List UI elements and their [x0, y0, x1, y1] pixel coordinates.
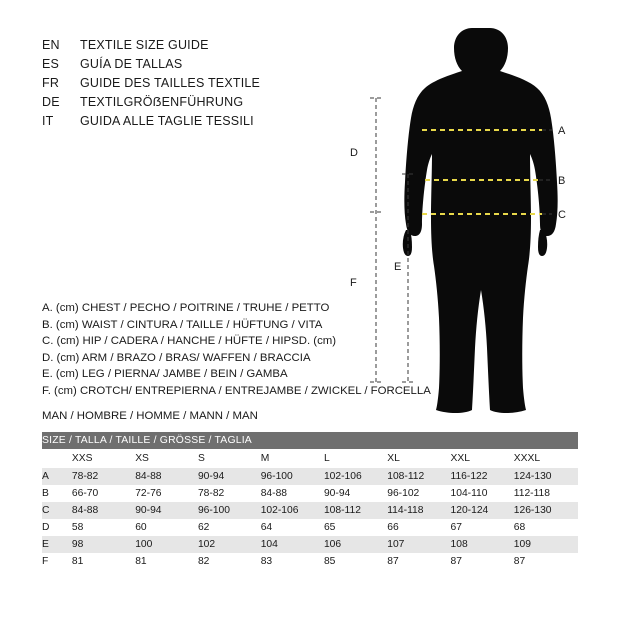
- col-head-blank: [42, 449, 72, 468]
- label-d: D: [350, 147, 358, 159]
- cell-f-m: 83: [261, 553, 324, 570]
- cell-e-xxxl: 109: [514, 536, 578, 553]
- cell-a-xxxl: 124-130: [514, 468, 578, 485]
- cell-f-s: 82: [198, 553, 261, 570]
- col-head-xxs: XXS: [72, 449, 135, 468]
- legend-item-f: F. (cm) CROTCH/ ENTREPIERNA / ENTREJAMBE / ZWICKEL / FORCELLA: [42, 384, 431, 397]
- cell-c-s: 96-100: [198, 502, 261, 519]
- row-label-e: E: [42, 536, 72, 553]
- language-code-fr: FR: [42, 76, 60, 90]
- row-label-b: B: [42, 485, 72, 502]
- language-title-de: TEXTILGRÖẞENFÜHRUNG: [80, 95, 244, 109]
- cell-c-m: 102-106: [261, 502, 324, 519]
- col-head-xxl: XXL: [450, 449, 513, 468]
- cell-b-xl: 96-102: [387, 485, 450, 502]
- table-row: [42, 502, 578, 519]
- table-row: [42, 485, 578, 502]
- legend-item-d: D. (cm) ARM / BRAZO / BRAS/ WAFFEN / BRACCIA: [42, 351, 311, 364]
- cell-b-s: 78-82: [198, 485, 261, 502]
- cell-f-xl: 87: [387, 553, 450, 570]
- cell-a-xl: 108-112: [387, 468, 450, 485]
- legend-item-b: B. (cm) WAIST / CINTURA / TAILLE / HÜFTUNG / VITA: [42, 318, 323, 331]
- cell-e-s: 102: [198, 536, 261, 553]
- cell-b-xxxl: 112-118: [514, 485, 578, 502]
- cell-b-xxs: 66-70: [72, 485, 135, 502]
- cell-c-xl: 114-118: [387, 502, 450, 519]
- col-head-xs: XS: [135, 449, 198, 468]
- cell-d-xs: 60: [135, 519, 198, 536]
- cell-a-xxl: 116-122: [450, 468, 513, 485]
- dimension-d: [370, 98, 382, 382]
- legend-item-c: C. (cm) HIP / CADERA / HANCHE / HÜFTE / HIPSD. (cm): [42, 335, 337, 348]
- legend-item-a: A. (cm) CHEST / PECHO / POITRINE / TRUHE / PETTO: [42, 302, 330, 314]
- row-label-f: F: [42, 553, 72, 570]
- cell-a-xs: 84-88: [135, 468, 198, 485]
- col-head-s: S: [198, 449, 261, 468]
- table-row: [42, 468, 578, 485]
- cell-a-m: 96-100: [261, 468, 324, 485]
- cell-b-xs: 72-76: [135, 485, 198, 502]
- cell-d-xxs: 58: [72, 519, 135, 536]
- cell-c-l: 108-112: [324, 502, 387, 519]
- cell-b-xxl: 104-110: [450, 485, 513, 502]
- cell-d-xl: 66: [387, 519, 450, 536]
- cell-e-xs: 100: [135, 536, 198, 553]
- cell-e-xxs: 98: [72, 536, 135, 553]
- cell-a-l: 102-106: [324, 468, 387, 485]
- col-head-m: M: [261, 449, 324, 468]
- language-code-it: IT: [42, 114, 54, 128]
- cell-f-xxs: 81: [72, 553, 135, 570]
- table-title-row: [42, 432, 578, 449]
- cell-d-xxl: 67: [450, 519, 513, 536]
- cell-a-xxs: 78-82: [72, 468, 135, 485]
- language-code-de: DE: [42, 95, 60, 109]
- cell-f-xs: 81: [135, 553, 198, 570]
- cell-c-xxl: 120-124: [450, 502, 513, 519]
- cell-c-xs: 90-94: [135, 502, 198, 519]
- language-title-es: GUÍA DE TALLAS: [80, 57, 183, 71]
- cell-f-xxl: 87: [450, 553, 513, 570]
- table-header-row: [42, 449, 578, 468]
- size-table: [42, 432, 578, 570]
- cell-d-m: 64: [261, 519, 324, 536]
- col-head-xl: XL: [387, 449, 450, 468]
- table-title: SIZE / TALLA / TAILLE / GRÖSSE / TAGLIA: [42, 432, 578, 449]
- cell-c-xxs: 84-88: [72, 502, 135, 519]
- cell-b-m: 84-88: [261, 485, 324, 502]
- row-label-d: D: [42, 519, 72, 536]
- label-f: F: [350, 277, 357, 289]
- row-label-a: A: [42, 468, 72, 485]
- table-row: [42, 519, 578, 536]
- language-title-it: GUIDA ALLE TAGLIE TESSILI: [80, 114, 254, 128]
- row-label-c: C: [42, 502, 72, 519]
- cell-d-xxxl: 68: [514, 519, 578, 536]
- legend-item-e: E. (cm) LEG / PIERNA/ JAMBE / BEIN / GAMBA: [42, 368, 288, 381]
- table-row: [42, 536, 578, 553]
- legend-gender-note: MAN / HOMBRE / HOMME / MANN / MAN: [42, 410, 258, 422]
- size-table-wrap: [42, 432, 578, 570]
- language-code-en: EN: [42, 38, 60, 52]
- mannequin-figure: [330, 22, 610, 422]
- col-head-l: L: [324, 449, 387, 468]
- cell-c-xxxl: 126-130: [514, 502, 578, 519]
- cell-a-s: 90-94: [198, 468, 261, 485]
- cell-d-l: 65: [324, 519, 387, 536]
- label-a: A: [558, 125, 566, 137]
- cell-e-m: 104: [261, 536, 324, 553]
- label-b: B: [558, 175, 566, 187]
- language-code-es: ES: [42, 57, 60, 71]
- cell-b-l: 90-94: [324, 485, 387, 502]
- label-c: C: [558, 209, 566, 221]
- cell-e-xxl: 108: [450, 536, 513, 553]
- cell-d-s: 62: [198, 519, 261, 536]
- table-row: [42, 553, 578, 570]
- cell-f-l: 85: [324, 553, 387, 570]
- language-title-fr: GUIDE DES TAILLES TEXTILE: [80, 76, 261, 90]
- cell-e-xl: 107: [387, 536, 450, 553]
- cell-f-xxxl: 87: [514, 553, 578, 570]
- cell-e-l: 106: [324, 536, 387, 553]
- label-e: E: [394, 261, 402, 273]
- language-title-en: TEXTILE SIZE GUIDE: [80, 38, 209, 52]
- body-silhouette: [403, 28, 558, 413]
- col-head-xxxl: XXXL: [514, 449, 578, 468]
